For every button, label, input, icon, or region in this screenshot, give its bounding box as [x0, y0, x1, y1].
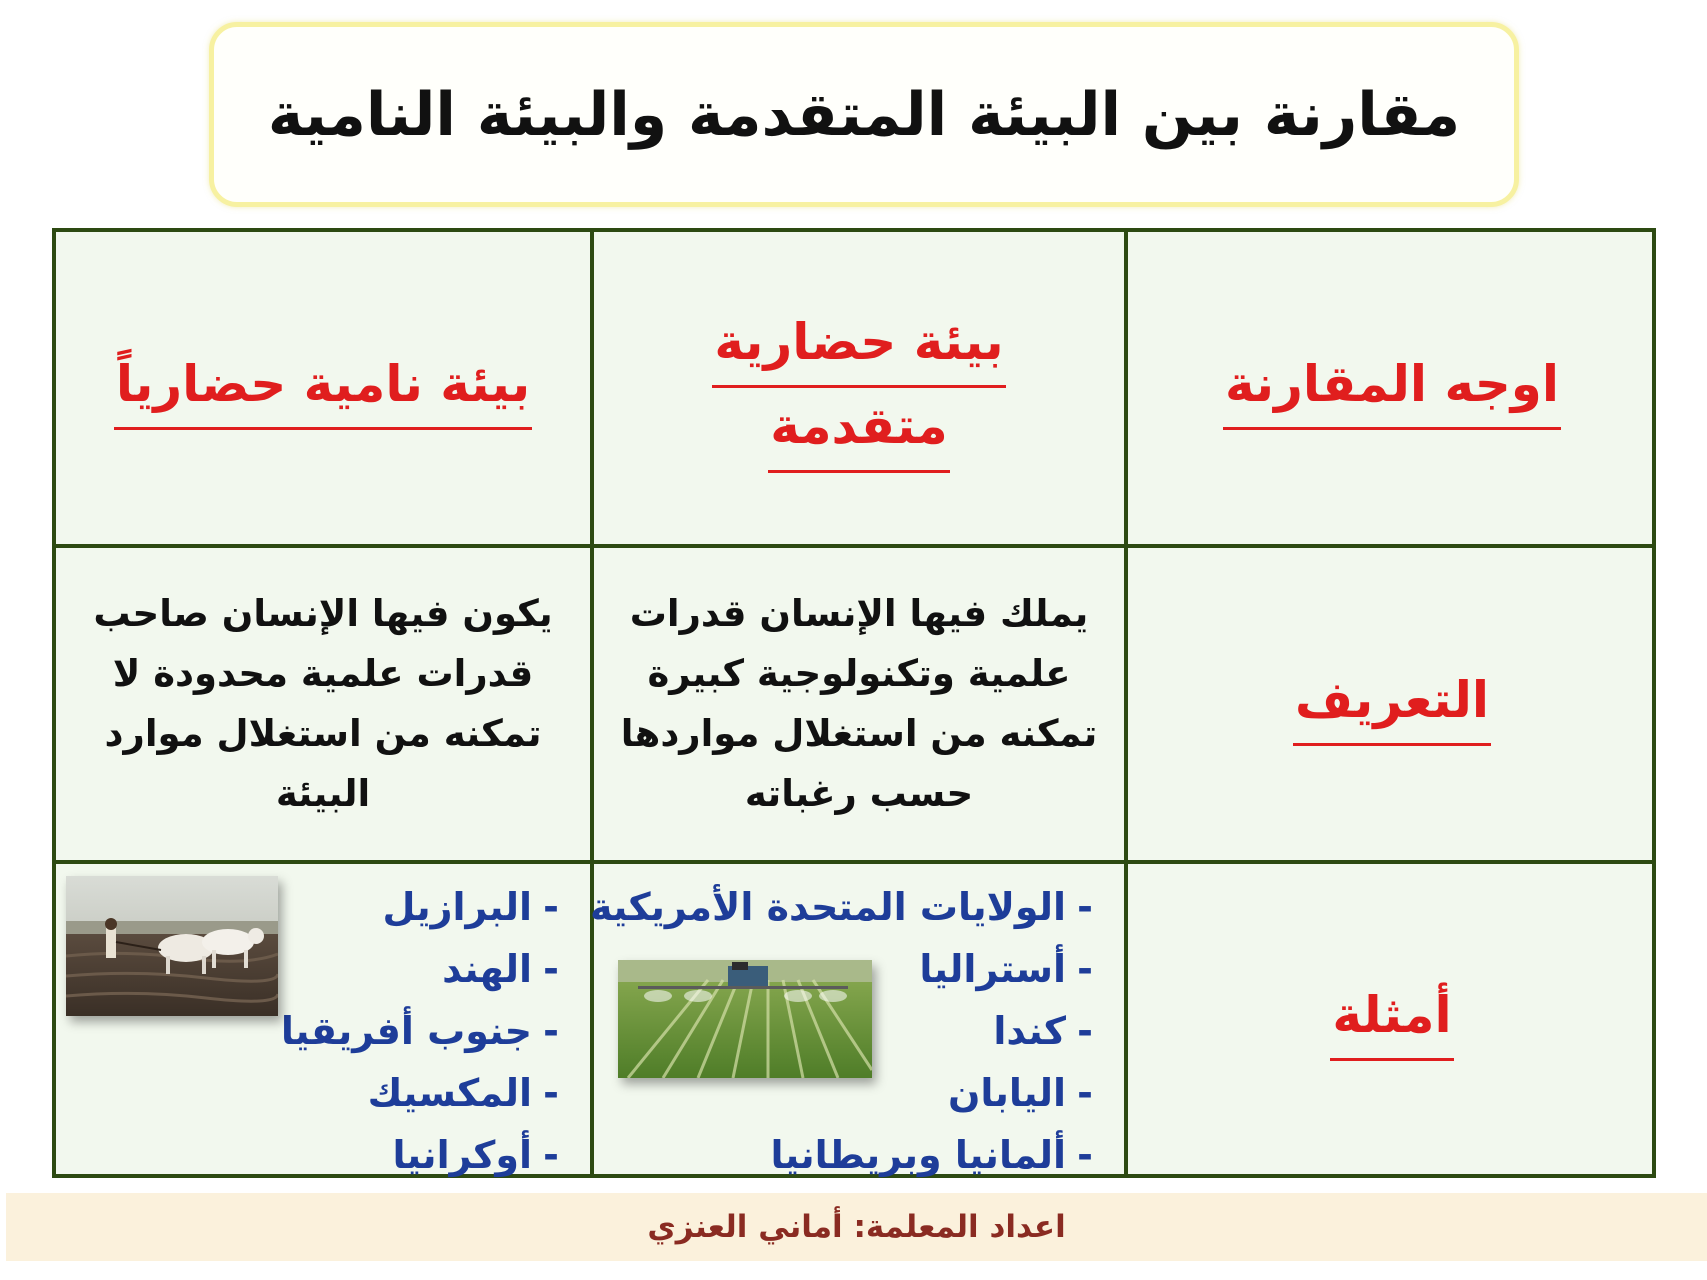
- header-aspect-cell: [1128, 232, 1656, 548]
- list-item: -ألمانيا وبريطانيا: [770, 1133, 1093, 1177]
- list-item: -البرازيل: [382, 885, 559, 929]
- header-advanced-cell: [594, 232, 1128, 548]
- footer-text: اعداد المعلمة: أماني العنزي: [647, 1209, 1066, 1245]
- definition-advanced: يملك فيها الإنسان قدرات علمية وتكنولوجية كبيرة تمكنه من استغلال مواردها حسب رغباته: [620, 592, 1098, 815]
- row-label-definition: التعريف: [1293, 662, 1491, 747]
- header-advanced-line2: متقدمة: [768, 388, 950, 473]
- definition-developing-cell: [56, 548, 594, 864]
- mechanized-crop-spraying-photo: [618, 960, 872, 1078]
- row-label-definition-cell: [1128, 548, 1656, 864]
- header-aspect: اوجه المقارنة: [1223, 346, 1561, 431]
- list-item: -اليابان: [947, 1071, 1093, 1115]
- list-item: -المكسيك: [367, 1071, 559, 1115]
- header-advanced-line1: بيئة حضارية: [712, 304, 1005, 389]
- examples-developing-cell: [56, 864, 594, 1177]
- examples-developing-list: [281, 876, 570, 1186]
- list-item: -الهند: [442, 947, 559, 991]
- list-item: -أوكرانيا: [392, 1133, 559, 1177]
- definition-advanced-cell: [594, 548, 1128, 864]
- page-title: مقارنة بين البيئة المتقدمة والبيئة النامية: [267, 79, 1461, 150]
- footer-credit: [6, 1193, 1707, 1261]
- list-item: -أستراليا: [919, 947, 1093, 991]
- header-developing: بيئة نامية حضارياً: [114, 346, 532, 431]
- header-developing-cell: [56, 232, 594, 548]
- list-item: -جنوب أفريقيا: [280, 1009, 559, 1053]
- examples-advanced-cell: [589, 864, 1128, 1177]
- comparison-table: [52, 228, 1656, 1178]
- row-label-examples: أمثلة: [1330, 977, 1453, 1062]
- definition-developing: يكون فيها الإنسان صاحب قدرات علمية محدودة لا تمكنه من استغلال موارد البيئة: [93, 592, 553, 815]
- ox-plough-farming-photo: [66, 876, 278, 1016]
- row-label-examples-cell: [1128, 864, 1656, 1174]
- list-item: -الولايات المتحدة الأمريكية: [589, 885, 1093, 929]
- list-item: -كندا: [993, 1009, 1093, 1053]
- title-box: [209, 22, 1519, 207]
